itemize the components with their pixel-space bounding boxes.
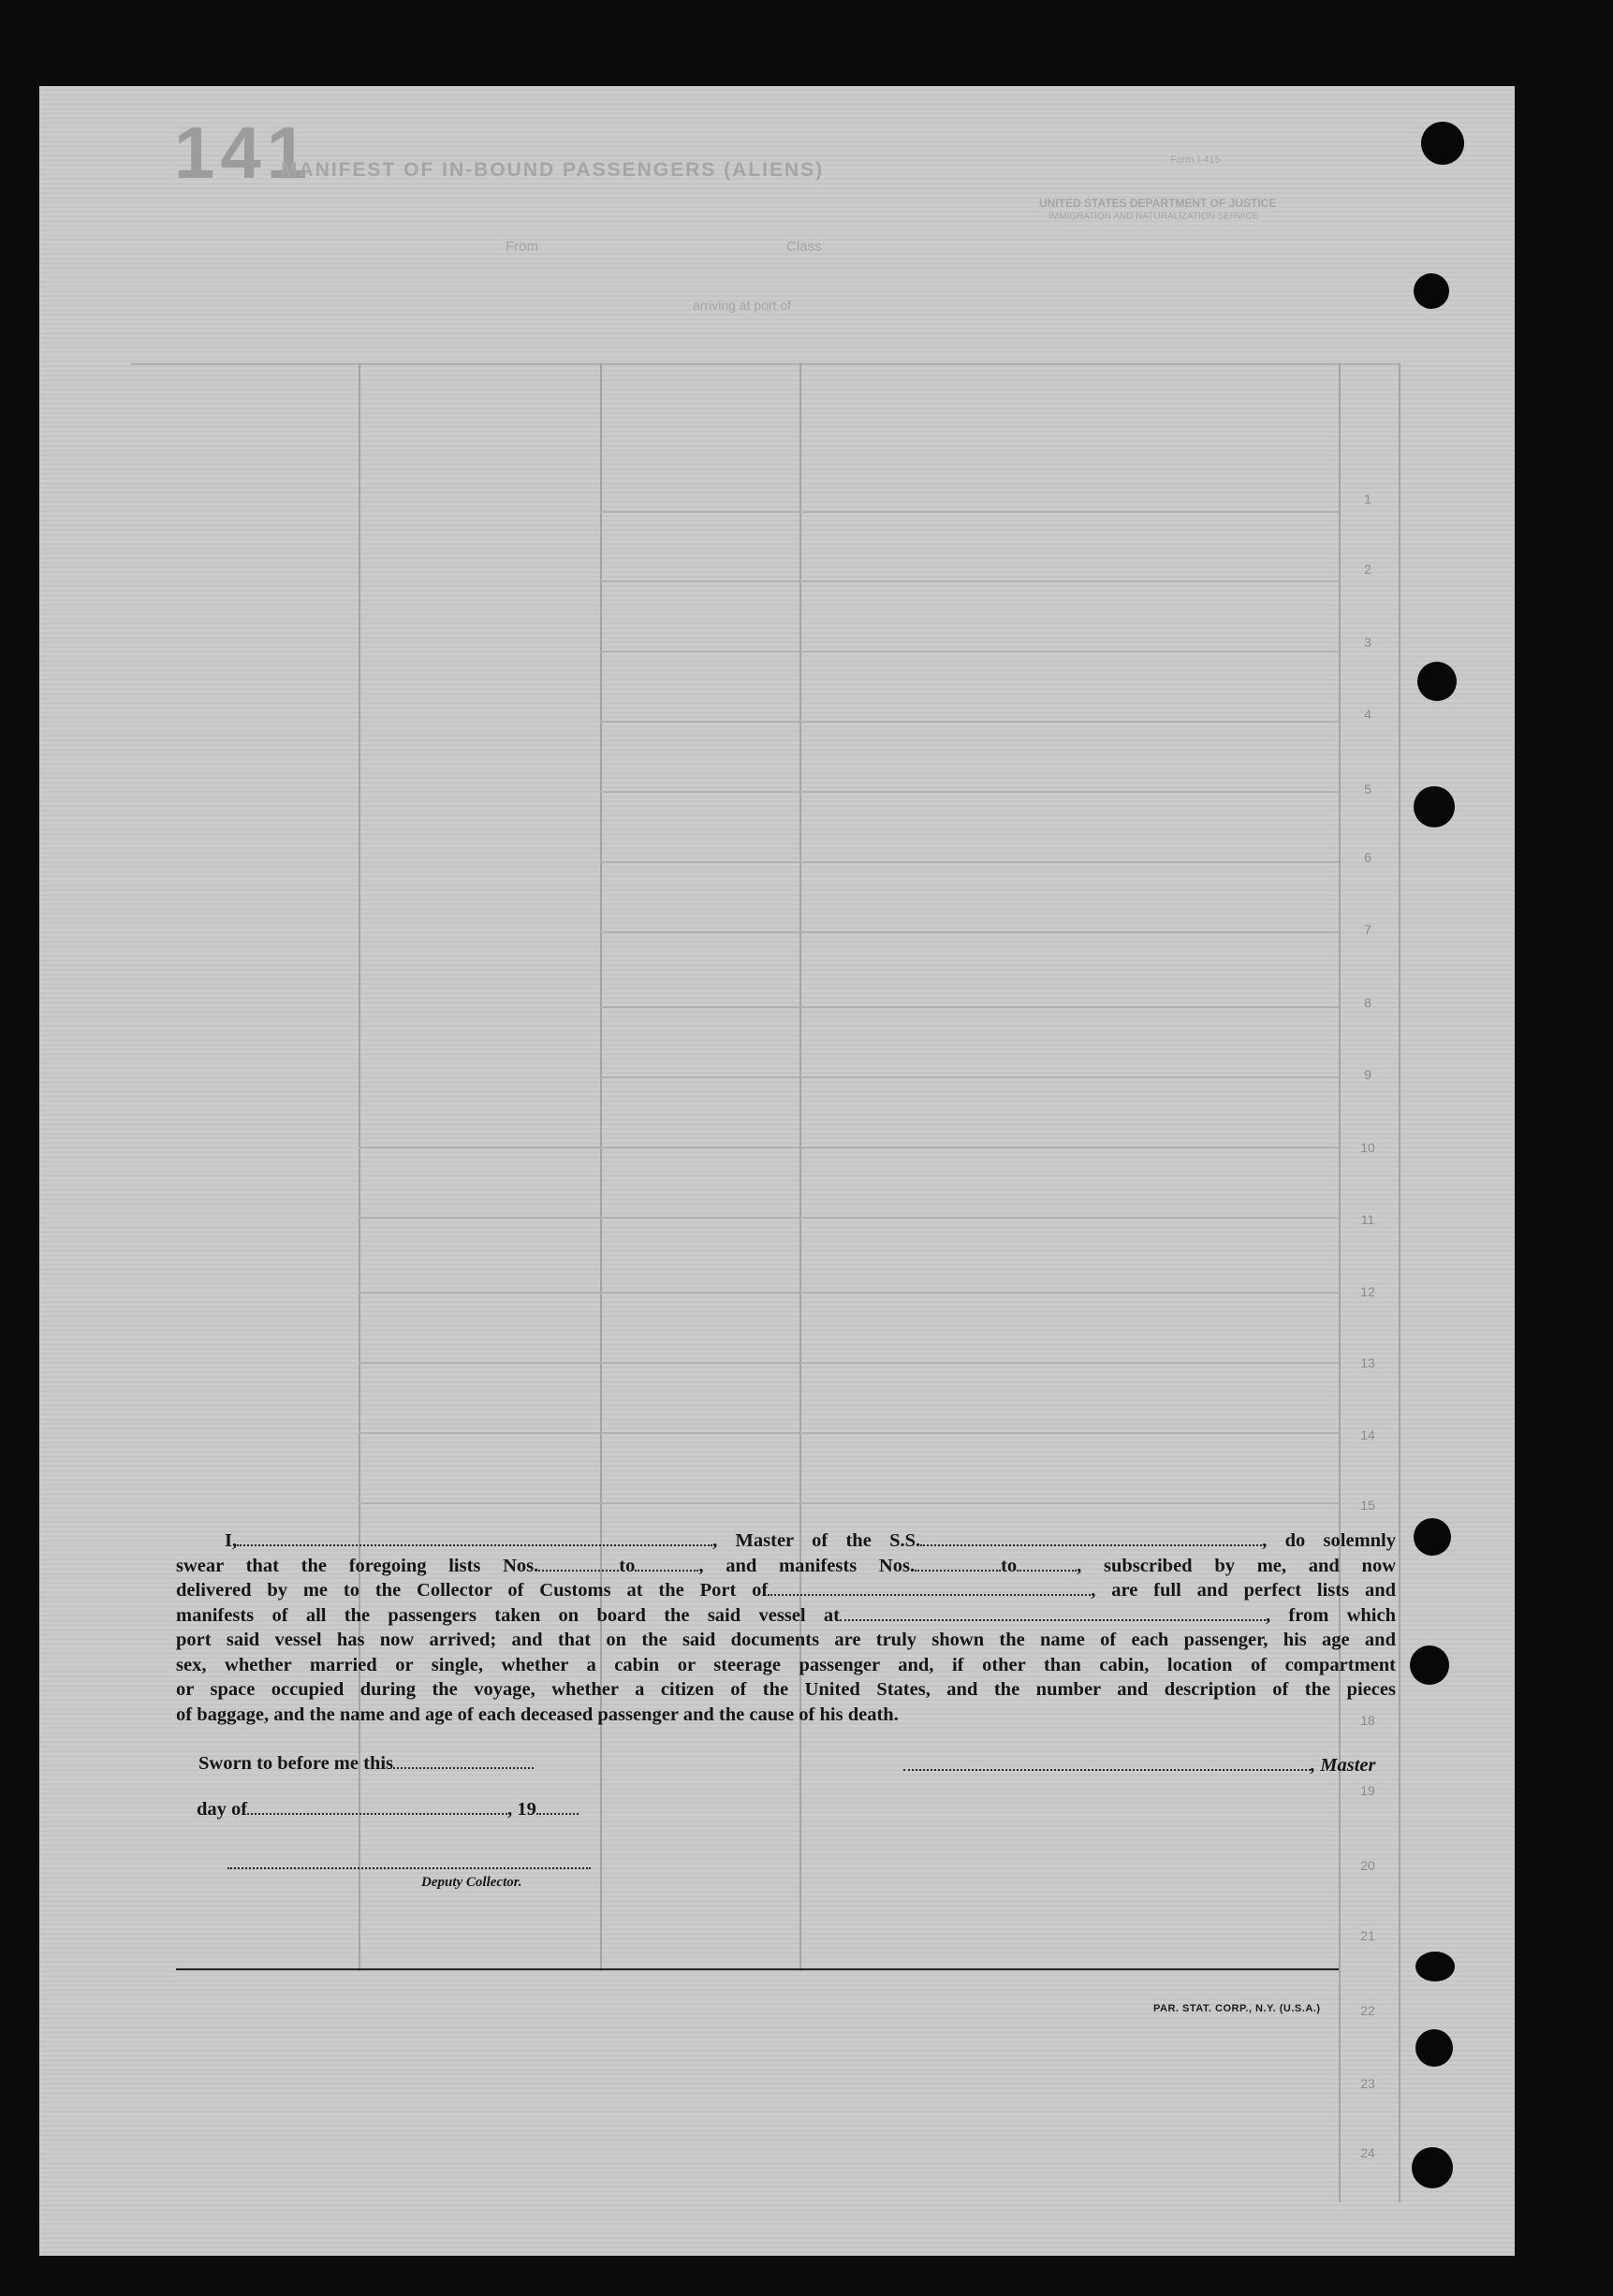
row-number: 18 (1360, 1713, 1375, 1728)
row-number: 9 (1364, 1067, 1371, 1082)
row-number: 7 (1364, 922, 1371, 937)
form-number: Form I-415 (1170, 154, 1221, 166)
binding-hole (1415, 1952, 1455, 1982)
binding-hole (1414, 786, 1455, 827)
binding-hole (1410, 1645, 1449, 1685)
binding-hole (1414, 1518, 1451, 1556)
printer-imprint: PAR. STAT. CORP., N.Y. (U.S.A.) (1153, 2003, 1321, 2014)
sworn-line: Sworn to before me this (198, 1753, 534, 1775)
row-number: 19 (1360, 1783, 1375, 1798)
stamp-number: 141 (174, 111, 314, 194)
row-number: 12 (1360, 1284, 1375, 1299)
class-label: Class (786, 239, 822, 255)
row-number: 22 (1360, 2003, 1375, 2018)
column-divider (799, 363, 801, 1971)
binding-hole (1421, 122, 1464, 165)
row-number: 24 (1360, 2145, 1375, 2160)
row-number: 1 (1364, 491, 1371, 506)
binding-hole (1417, 662, 1457, 701)
master-signature-line: , Master (903, 1755, 1375, 1777)
column-divider (359, 363, 360, 1971)
binding-hole (1412, 2147, 1453, 2188)
row-number: 14 (1360, 1427, 1375, 1442)
row-number: 6 (1364, 850, 1371, 865)
deputy-signature-line (227, 1867, 591, 1869)
manifest-title: MANIFEST OF IN-BOUND PASSENGERS (ALIENS) (281, 159, 825, 181)
row-number: 3 (1364, 635, 1371, 650)
binding-hole (1414, 273, 1449, 309)
row-number: 21 (1360, 1928, 1375, 1943)
day-of-line: day of , 19 (197, 1799, 579, 1821)
row-number: 2 (1364, 562, 1371, 577)
agency-name: UNITED STATES DEPARTMENT OF JUSTICE (1039, 197, 1277, 210)
service-name: IMMIGRATION AND NATURALIZATION SERVICE (1048, 212, 1259, 222)
column-divider (600, 363, 602, 1971)
column-divider (1339, 363, 1341, 2202)
row-number: 11 (1360, 1212, 1375, 1227)
row-number: 15 (1360, 1498, 1375, 1513)
row-number: 23 (1360, 2076, 1375, 2091)
deputy-collector-label: Deputy Collector. (421, 1875, 522, 1890)
arriving-label: arriving at port of (693, 298, 792, 313)
row-number: 4 (1364, 707, 1371, 722)
row-number: 8 (1364, 995, 1371, 1010)
column-divider (1399, 363, 1400, 2202)
table-top-rule (131, 363, 1400, 365)
oath-statement: I, , Master of the S.S. , do solemnly swear that the foregoing lists Nos. to , and manifests Nos. to , subscribed by me, and now delivered by me to the Collector of Customs at the Port of , are full and perfect lists and manifests of all the passengers taken on board the said vessel at , from which port said vessel has now arrived; and that on the said documents are truly shown the name of each passenger, his age and sex, whether married or single, whether a cabin or steerage passenger and, if other than cabin, location of compartment or space occupied during the voyage, whether a citizen of the United States, and the number and description of the pieces of baggage, and the name and age of each deceased passenger and the cause of his death. (176, 1530, 1397, 1725)
from-label: From (506, 239, 538, 255)
row-number: 5 (1364, 782, 1371, 797)
footer-rule (176, 1968, 1339, 1970)
row-number: 13 (1360, 1355, 1375, 1370)
binding-hole (1415, 2029, 1453, 2067)
document-page (39, 86, 1515, 2256)
row-number: 10 (1360, 1140, 1375, 1155)
row-number: 20 (1360, 1858, 1375, 1873)
